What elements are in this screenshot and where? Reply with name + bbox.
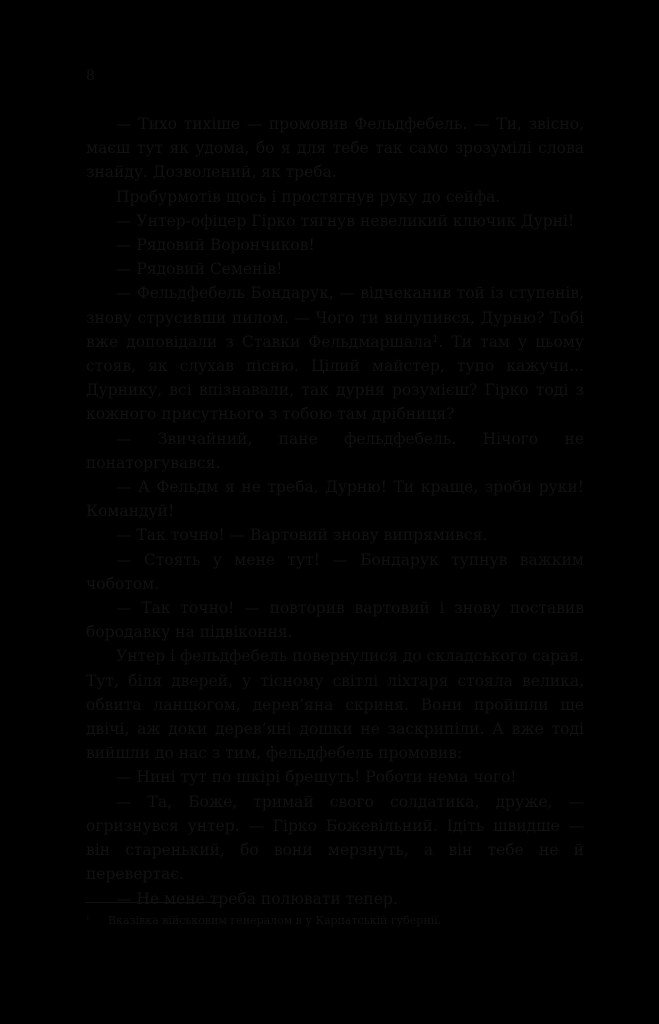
paragraph: — Так точно! — повторив вартовий і знову поставив бородавку на підвіконня. (86, 599, 584, 642)
paragraph: Унтер і фельдфебель повернулися до складського сарая. Тут, біля дверей, у тісному світлі ліхтаря стояла велика, обвита ланцюгом, дерев’яна скриня. Вони пройшли ще двічі, аж доки дерев’яні дошки не заскрипіли. А вже тоді вийшли до нас з тим, фельдфебель промовив: (86, 647, 584, 763)
paragraph: — Рядовий Ворончиков! (116, 236, 315, 255)
paragraph: — Так точно! — Вартовий знову випрямився. (116, 526, 488, 545)
body-text (86, 112, 584, 911)
paragraph: — Тихо тихіше — промовив Фельдфебель. — Ти, звісно, маєш тут як удома, бо я для тебе так само зрозумілі слова знайду. Дозволений, як треба. (86, 115, 584, 182)
paragraph: — Звичайний, пане фельдфебель. Нічого не понаторгувався. (86, 429, 584, 472)
footnote (86, 913, 584, 929)
paragraph: — Унтер-офіцер Гірко тягнув невеликий ключик Дурні! (116, 211, 575, 230)
paragraph: — Рядовий Семенів! (116, 260, 283, 279)
paragraph: Пробурмотів щось і простягнув руку до сейфа. (116, 187, 501, 206)
paragraph: — Стоять у мене тут! — Бондарук тупнув важким чоботом. (86, 550, 584, 593)
paragraph: — Нині тут по шкірі брешуть! Роботи нема чого! (116, 768, 517, 787)
page-number: 8 (86, 68, 95, 84)
paragraph: — А Фельдм я не треба, Дурню! Ти краще, зроби руки! Командуй! (86, 478, 584, 521)
footnote-marker: ¹ (86, 916, 90, 926)
footnote-text: Вказівка військовим генералом в у Карпатській губернії. (108, 914, 442, 927)
paragraph: — Та, Боже, тримай свого солдатика, друже, — огризнувся унтер. — Гірко Божевільний. Ідіть швидше — він старенький, бо вони мерзнуть, а він тебе не й перевертає. (86, 792, 584, 884)
footnote-divider (86, 902, 222, 903)
paragraph: — Не мене треба полювати тепер. (116, 889, 398, 908)
paragraph: — Фельдфебель Бондарук, — відчеканив той із ступенів, знову струсивши пилом. — Чого ти вилупився, Дурню? Тобі вже доповідали з Ставки Фельдмаршала¹. Ти там у цьому стояв, як слухав пісню. Цілий майстер, тупо кажучи... Дурнику, всі впізнавали, так дурня розумієш? Гірко тоді з кожного присутнього з тобою там дрібниця? (86, 284, 584, 424)
